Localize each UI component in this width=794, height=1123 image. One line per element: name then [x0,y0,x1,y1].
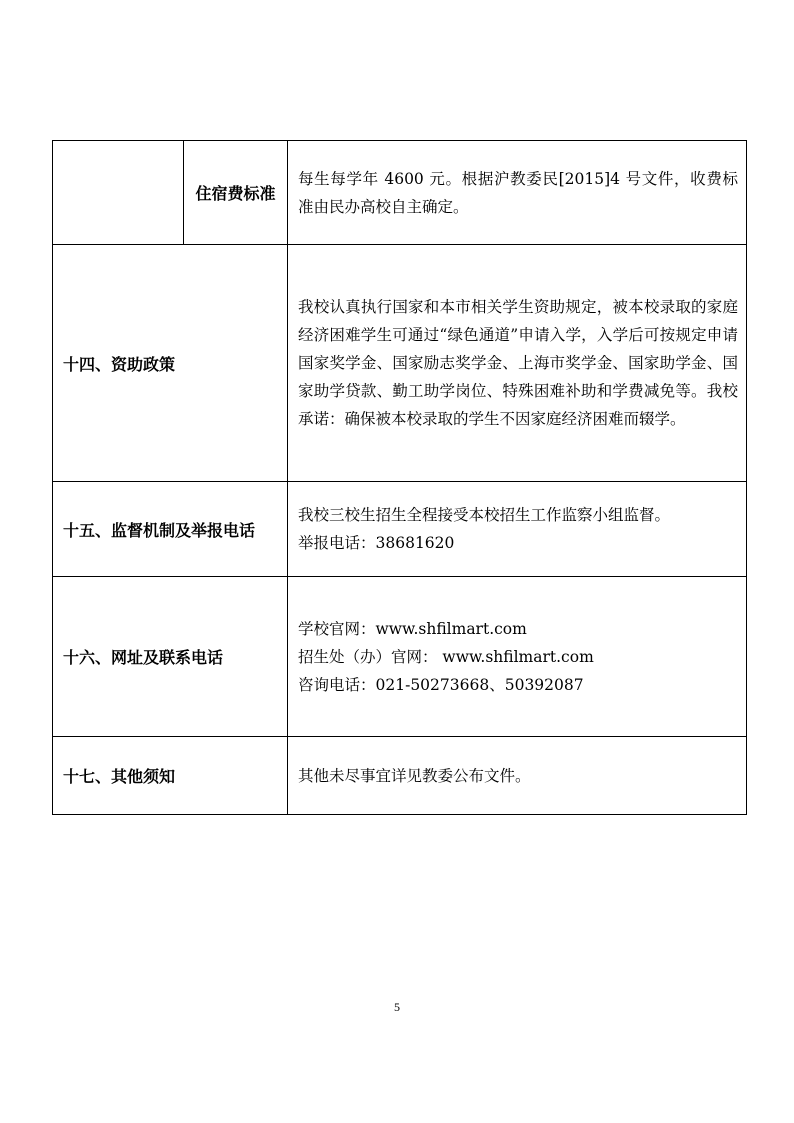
financial-aid-content [288,245,747,482]
financial-aid-text: 我校认真执行国家和本市相关学生资助规定，被本校录取的家庭经济困难学生可通过“绿色通道”申请入学，入学后可按规定申请国家奖学金、国家励志奖学金、上海市奖学金、国家助学金、国家助学贷款、勤工助学岗位、特殊困难补助和学费减免等。我校承诺：确保被本校录取的学生不因家庭经济困难而辍学。 [298,298,738,428]
other-row [53,737,747,815]
consult-phone: 咨询电话：021-50273668、50392087 [298,675,584,694]
contact-row [53,577,747,737]
empty-category-cell [53,141,184,245]
contact-label: 十六、网址及联系电话 [53,577,288,737]
report-phone: 举报电话：38681620 [298,534,455,552]
accommodation-row [53,141,747,245]
accommodation-label: 住宿费标准 [184,141,288,245]
supervision-label: 十五、监督机制及举报电话 [53,482,288,577]
other-label: 十七、其他须知 [53,737,288,815]
accommodation-content [288,141,747,245]
other-text: 其他未尽事宜详见教委公布文件。 [298,766,531,785]
admissions-website: 招生处（办）官网： www.shfilmart.com [298,647,594,666]
page-number: 5 [394,1000,400,1014]
supervision-text: 我校三校生招生全程接受本校招生工作监察小组监督。 [298,506,671,524]
school-website: 学校官网：www.shfilmart.com [298,619,527,638]
accommodation-text: 每生每学年 4600 元。根据沪教委民[2015]4 号文件，收费标准由民办高校自主确定。 [298,169,738,216]
contact-content [288,577,747,737]
financial-aid-row [53,245,747,482]
supervision-content [288,482,747,577]
supervision-row [53,482,747,577]
financial-aid-label: 十四、资助政策 [53,245,288,482]
other-content [288,737,747,815]
admission-info-table [52,140,747,815]
